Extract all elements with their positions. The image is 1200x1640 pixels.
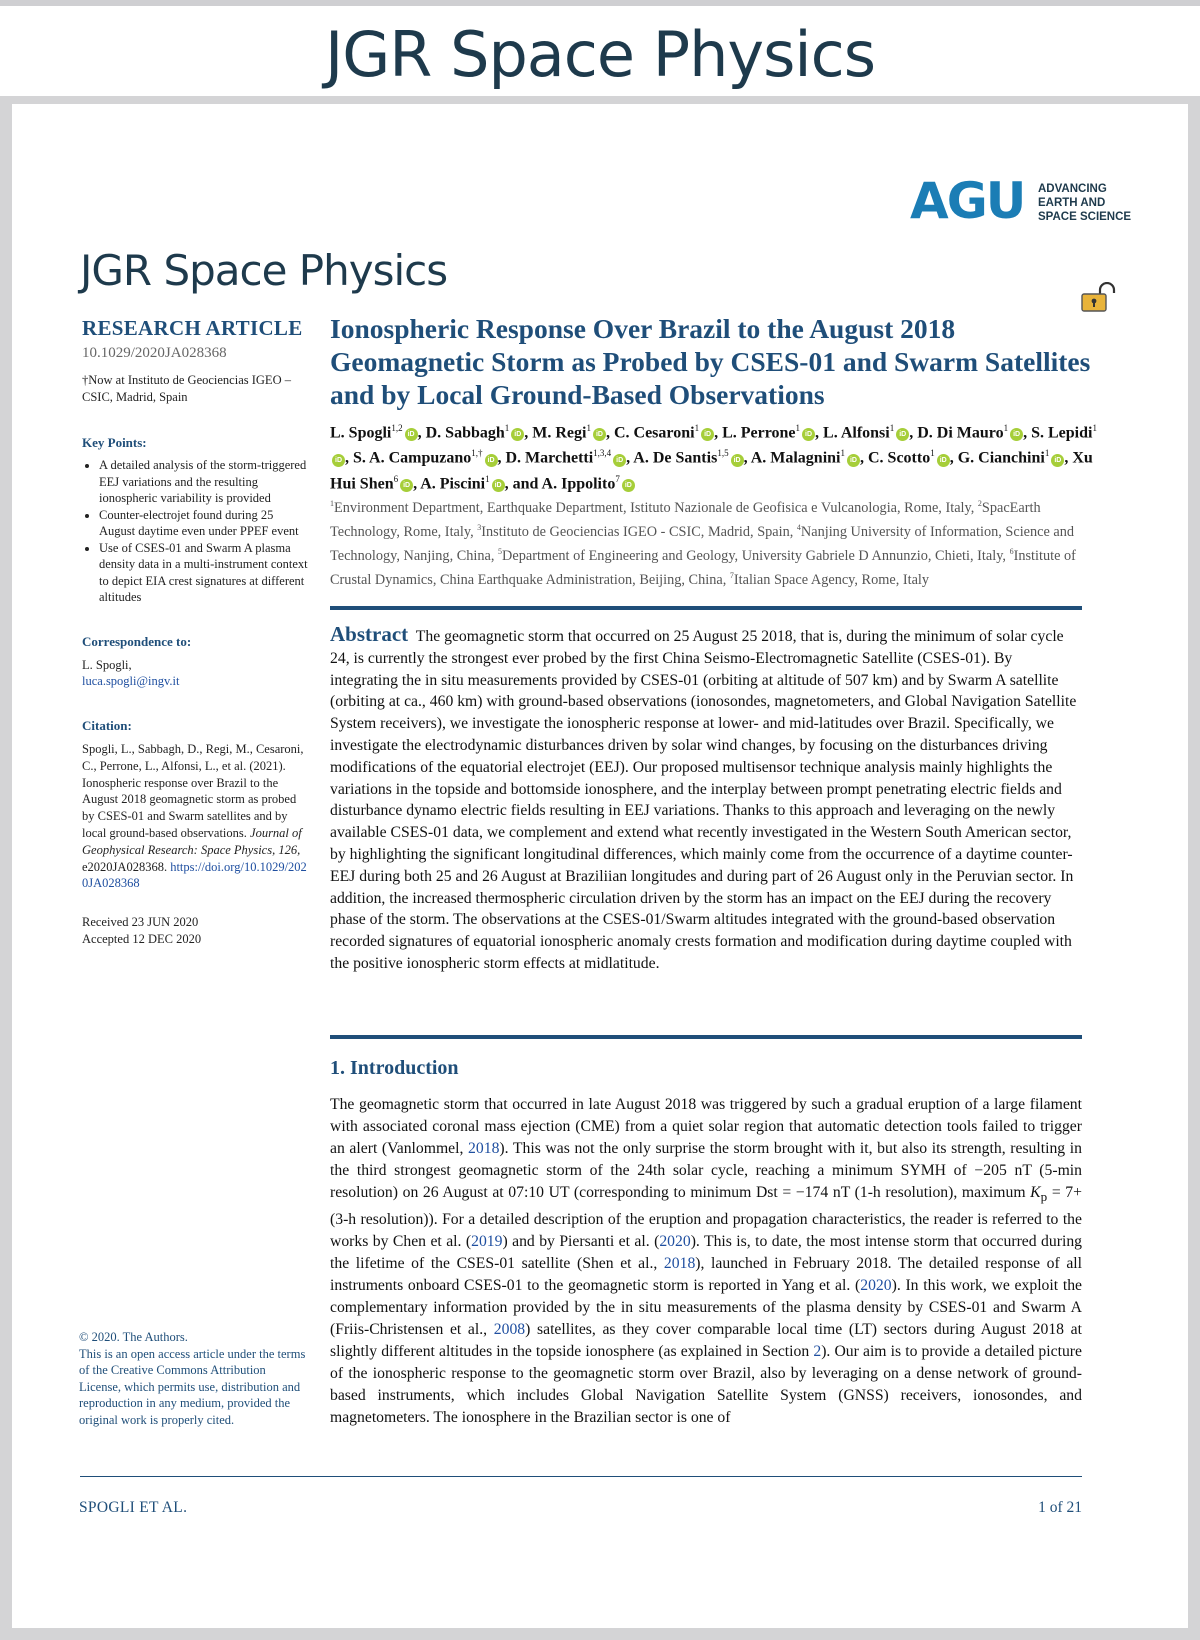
- correspondence-heading: Correspondence to:: [82, 633, 192, 649]
- orcid-icon[interactable]: iD: [937, 454, 950, 467]
- affiliations: [330, 494, 1106, 590]
- key-points-heading: Key Points:: [82, 435, 147, 450]
- citation-block: [82, 741, 308, 892]
- orcid-icon[interactable]: iD: [1051, 454, 1064, 467]
- affiliation-number: 4: [796, 523, 801, 533]
- intro-text-segment: p: [1040, 1189, 1048, 1205]
- author-name: D. Di Mauro: [917, 424, 1004, 442]
- author-affiliation-number: 1,2: [391, 423, 403, 433]
- author-name: Xu Hui Shen: [330, 449, 1093, 492]
- author-name: D. Marchetti: [505, 449, 594, 467]
- author-affiliation-number: 1,3,4: [593, 448, 612, 459]
- author-affiliation-number: 1,5: [717, 448, 729, 459]
- author-separator: ,: [605, 424, 614, 442]
- abstract-text: The geomagnetic storm that occurred on 25 August 25 2018, that is, during the minimum of solar cycle 24, is currently the strongest ever probed by the first China Seismo-Electromagnetic Satellite (CSES-01). By integrating the in situ measurements provided by CSES-01 (orbiting at altitude of 507 km) and by Swarm A satellite (orbiting at ca., 460 km) with ground-based observations (ionosondes, magnetometers, and Global Navigation Satellite System receivers), we investigate the ionospheric response at lower- and mid-latitudes over Brazil. Specifically, we investigate the electrodynamic disturbances driven by solar wind changes, by focusing on the disturbances driving modifications of the equatorial electrojet (EEJ). Our proposed multisensor technique analysis mainly highlights the variations in the topside and bottomside ionosphere, and the interplay between prompt penetrating electric fields and disturbance dynamo electric fields resulting in EEJ variations. Thanks to this approach and leveraging on the newly available CSES-01 data, we complement and extend what recently investigated in the Western South American sector, by highlighting the significant longitudinal differences, which mainly come from the occurrence of a daytime counter-EEJ during both 25 and 26 August at Braziliian longitudes and during part of 26 August only in the Peruvian sector. In addition, the increased thermospheric circulation driven by the storm has an impact on the EEJ during the recovery phase of the storm. The observations at the CSES-01/Swarm altitudes integrated with the ground-based observation recorded signatures of equatorial ionospheric anomaly crests formation and modification during daytime coupled with the positive ionospheric storm effects at midlatitude.: [330, 628, 1077, 972]
- author-name: A. Malagnini: [750, 449, 841, 467]
- article-page: [12, 104, 1188, 1628]
- reference-link[interactable]: 2019: [471, 1232, 503, 1250]
- author-affiliation-number: 1,†: [471, 448, 483, 459]
- author-affiliation-number: 7: [615, 473, 620, 484]
- article-title: Ionospheric Response Over Brazil to the August 2018 Geomagnetic Storm as Probed by CSES-01 and Swarm Satellites and by Local Ground-Based Observations: [330, 313, 1091, 410]
- journal-title: JGR Space Physics: [80, 246, 448, 295]
- author-name: A. Ippolito: [541, 474, 616, 492]
- orcid-icon[interactable]: iD: [847, 454, 860, 467]
- author-name: C. Cesaroni: [613, 424, 695, 442]
- author-separator: ,: [524, 424, 533, 442]
- doi: 10.1029/2020JA028368: [82, 345, 227, 361]
- author-name: A. De Santis: [633, 449, 718, 467]
- orcid-icon[interactable]: iD: [593, 428, 606, 441]
- intro-text-segment: ) satellites, as they cover comparable local time (LT) sectors during August 2018 at slightly different altitudes in the topside ionosphere (as explained in Section: [330, 1321, 1082, 1361]
- orcid-icon[interactable]: iD: [405, 428, 418, 441]
- citation-heading: Citation:: [82, 718, 132, 734]
- orcid-icon[interactable]: iD: [485, 454, 498, 467]
- reference-link[interactable]: 2020: [860, 1276, 892, 1294]
- key-point: • A detailed analysis of the storm-triggered EEJ variations and the resulting ionospheric variability is provided: [99, 457, 308, 507]
- orcid-icon[interactable]: iD: [400, 479, 413, 492]
- abstract-bottom-rule: [330, 1035, 1082, 1039]
- author-separator: ,: [626, 449, 634, 467]
- affiliation-text: Instituto de Geociencias IGEO - CSIC, Madrid, Spain,: [481, 523, 797, 540]
- author-name: G. Cianchini: [957, 449, 1045, 467]
- affiliation-note: †Now at Instituto de Geociencias IGEO – CSIC, Madrid, Spain: [82, 373, 291, 404]
- intro-text-segment: ) and by Piersanti et al. (: [502, 1232, 660, 1250]
- author-affiliation-number: 1: [840, 448, 845, 459]
- key-point: • Counter-electrojet found during 25 August daytime even under PPEF event: [99, 507, 308, 540]
- author-separator: ,: [859, 449, 868, 467]
- affiliation-number: 5: [498, 547, 503, 557]
- author-separator: ,: [949, 449, 958, 467]
- intro-text-segment: K: [1030, 1184, 1041, 1202]
- affiliation-number: 6: [1009, 547, 1014, 557]
- author-name: S. Lepidi: [1031, 424, 1093, 442]
- agu-mark: AGU: [910, 172, 1025, 230]
- author-separator: ,: [714, 424, 723, 442]
- page-number: 1 of 21: [1038, 1499, 1082, 1516]
- footer-authors: SPOGLI ET AL.: [79, 1499, 188, 1516]
- orcid-icon[interactable]: iD: [511, 428, 524, 441]
- intro-text-segment: The geomagnetic storm that occurred in late August 2018 was triggered by such a gradual eruption of a large filament with associated coronal mass ejection (CME) from a quiet solar region that automatic detection tools failed to trigger an alert (Vanlommel,: [330, 1096, 1082, 1158]
- copyright-line: © 2020. The Authors.: [79, 1330, 188, 1344]
- citation-text: Spogli, L., Sabbagh, D., Regi, M., Cesaroni, C., Perrone, L., Alfonsi, L., et al. (2021). Ionospheric response over Brazil to the August 2018 geomagnetic storm as probed by CSES-01 and Swarm satellites and by local ground-based observations.: [82, 742, 304, 841]
- orcid-icon[interactable]: iD: [332, 454, 345, 467]
- license-text: This is an open access article under the terms of the Creative Commons Attribution License, which permits use, distribution and reproduction in any medium, provided the original work is properly cited.: [79, 1346, 306, 1427]
- orcid-icon[interactable]: iD: [896, 428, 909, 441]
- author-name: L. Perrone: [722, 424, 796, 442]
- orcid-icon[interactable]: iD: [1010, 428, 1023, 441]
- affiliation-text: Institute of Crustal Dynamics, China Earthquake Administration, Beijing, China,: [330, 547, 1076, 588]
- correspondence-email[interactable]: luca.spogli@ingv.it: [82, 674, 180, 689]
- author-separator: ,: [497, 449, 506, 467]
- introduction-text: [330, 1094, 1082, 1430]
- abstract-heading: Abstract: [330, 622, 409, 646]
- author-separator: , and: [504, 474, 542, 492]
- author-name: M. Regi: [532, 424, 587, 442]
- affiliation-text: SpacEarth Technology, Rome, Italy,: [330, 499, 1041, 540]
- affiliation-text: Italian Space Agency, Rome, Italy: [733, 571, 930, 588]
- correspondence-name: L. Spogli,: [82, 657, 132, 672]
- author-name: D. Sabbagh: [425, 424, 505, 442]
- agu-tagline: [1038, 182, 1131, 224]
- citation-link[interactable]: https://doi.org/10.1029/2020JA028368: [82, 859, 307, 891]
- affiliation-text: Department of Engineering and Geology, University Gabriele D Annunzio, Chieti, Italy,: [502, 547, 1010, 564]
- citation-id: e2020JA028368.: [82, 859, 168, 874]
- orcid-icon[interactable]: iD: [701, 428, 714, 441]
- agu-tagline-1: ADVANCING: [1038, 183, 1107, 195]
- key-point: • Use of CSES-01 and Swarm A plasma density data in a multi-instrument context to depict EIA crest signatures at different altitudes: [99, 540, 308, 606]
- author-name: C. Scotto: [867, 449, 931, 467]
- author-list: [330, 418, 1106, 494]
- author-affiliation-number: 1: [1092, 423, 1097, 433]
- orcid-icon[interactable]: iD: [731, 454, 744, 467]
- agu-tagline-3: SPACE SCIENCE: [1038, 211, 1132, 223]
- banner-title: JGR Space Physics: [324, 18, 876, 91]
- author-name: L. Spogli: [330, 424, 392, 442]
- author-separator: ,: [743, 449, 751, 467]
- abstract-top-rule: [330, 606, 1082, 610]
- author-affiliation-number: 1: [930, 448, 935, 459]
- author-separator: ,: [345, 449, 353, 467]
- author-affiliation-number: 1: [485, 473, 490, 484]
- reference-link[interactable]: 2008: [493, 1321, 526, 1339]
- accepted-date: Accepted 12 DEC 2020: [82, 932, 202, 947]
- intro-text-segment: = 7+ (3-h resolution)). For a detailed description of the eruption and propagation characteristics, the reader is referred to the works by Chen et al. (: [330, 1184, 1082, 1250]
- abstract: [330, 624, 1082, 975]
- author-affiliation-number: 1: [1044, 448, 1050, 459]
- intro-text-segment: ). This is, to date, the most intense storm that occurred during the lifetime of the CSES-01 satellite (Shen et al.,: [330, 1232, 1083, 1272]
- affiliation-text: Nanjing University of Information, Science and Technology, Nanjing, China,: [330, 523, 1075, 564]
- reference-link[interactable]: 2018: [468, 1140, 500, 1158]
- affiliation-number: 1: [330, 499, 334, 508]
- affiliation-number: 3: [477, 523, 482, 533]
- author-name: S. A. Campuzano: [353, 449, 472, 467]
- affiliation-number: 2: [977, 499, 982, 508]
- reference-link[interactable]: 2020: [659, 1232, 691, 1250]
- key-points-list: [82, 457, 308, 606]
- author-affiliation-number: 1: [795, 423, 801, 433]
- received-date: Received 23 JUN 2020: [82, 915, 199, 930]
- sidebar: [82, 316, 308, 948]
- reference-link[interactable]: 2018: [663, 1254, 696, 1272]
- author-name: A. Piscini: [420, 474, 486, 492]
- introduction-heading: 1. Introduction: [330, 1057, 459, 1079]
- author-separator: ,: [815, 424, 824, 442]
- affiliation-number: 7: [729, 571, 734, 581]
- author-separator: ,: [1023, 424, 1032, 442]
- author-affiliation-number: 1: [1003, 423, 1009, 433]
- author-affiliation-number: 1: [504, 423, 510, 433]
- journal-banner: [0, 0, 1200, 96]
- intro-text-segment: ). Our aim is to provide a detailed picture of the ionospheric response to the geomagnetic storm over Brazil, also by leveraging on a dense network of ground-based instruments, which includes Global Navigation Satellite System (GNSS) receivers, ionosondes, and magnetometers. The ionosphere in the Brazilian sector is one of: [330, 1343, 1082, 1427]
- affiliation-text: Environment Department, Earthquake Department, Istituto Nazionale de Geofisica e Vulcanologia, Rome, Italy,: [334, 499, 978, 516]
- article-type: RESEARCH ARTICLE: [82, 316, 303, 340]
- author-separator: ,: [1064, 449, 1073, 467]
- reference-link[interactable]: 2: [813, 1343, 822, 1361]
- author-affiliation-number: 6: [393, 473, 399, 484]
- author-affiliation-number: 1: [889, 423, 895, 433]
- intro-text-segment: ). This was not the only surprise the storm brought with it, but also its strength, resulting in the third strongest geomagnetic storm of the 24th solar cycle, reaching a minimum SYMH of −205 nT (5-min resolution) on 26 August at 07:10 UT (corresponding to minimum Dst = −174 nT (1-h resolution), maximum: [330, 1140, 1082, 1202]
- author-separator: ,: [909, 424, 918, 442]
- orcid-icon[interactable]: iD: [492, 479, 505, 492]
- orcid-icon[interactable]: iD: [802, 428, 815, 441]
- citation-journal: Journal of Geophysical Research: Space Physics, 126,: [82, 826, 302, 857]
- author-separator: ,: [413, 474, 421, 492]
- author-affiliation-number: 1: [694, 423, 700, 433]
- footer-rule: [80, 1476, 1082, 1477]
- author-affiliation-number: 1: [586, 423, 591, 433]
- author-separator: ,: [417, 424, 426, 442]
- agu-tagline-2: EARTH AND: [1038, 197, 1106, 209]
- orcid-icon[interactable]: iD: [622, 479, 635, 492]
- author-name: L. Alfonsi: [823, 424, 890, 442]
- agu-logo: [910, 172, 1132, 230]
- license-block: [79, 1329, 309, 1429]
- orcid-icon[interactable]: iD: [613, 454, 626, 467]
- intro-text-segment: ). In this work, we exploit the complementary information provided by the in situ measurements of the plasma density by CSES-01 and Swarm A (Friis-Christensen et al.,: [330, 1276, 1082, 1339]
- intro-text-segment: ), launched in February 2018. The detailed response of all instruments onboard CSES-01 to the geomagnetic storm is reported in Yang et al. (: [330, 1254, 1083, 1294]
